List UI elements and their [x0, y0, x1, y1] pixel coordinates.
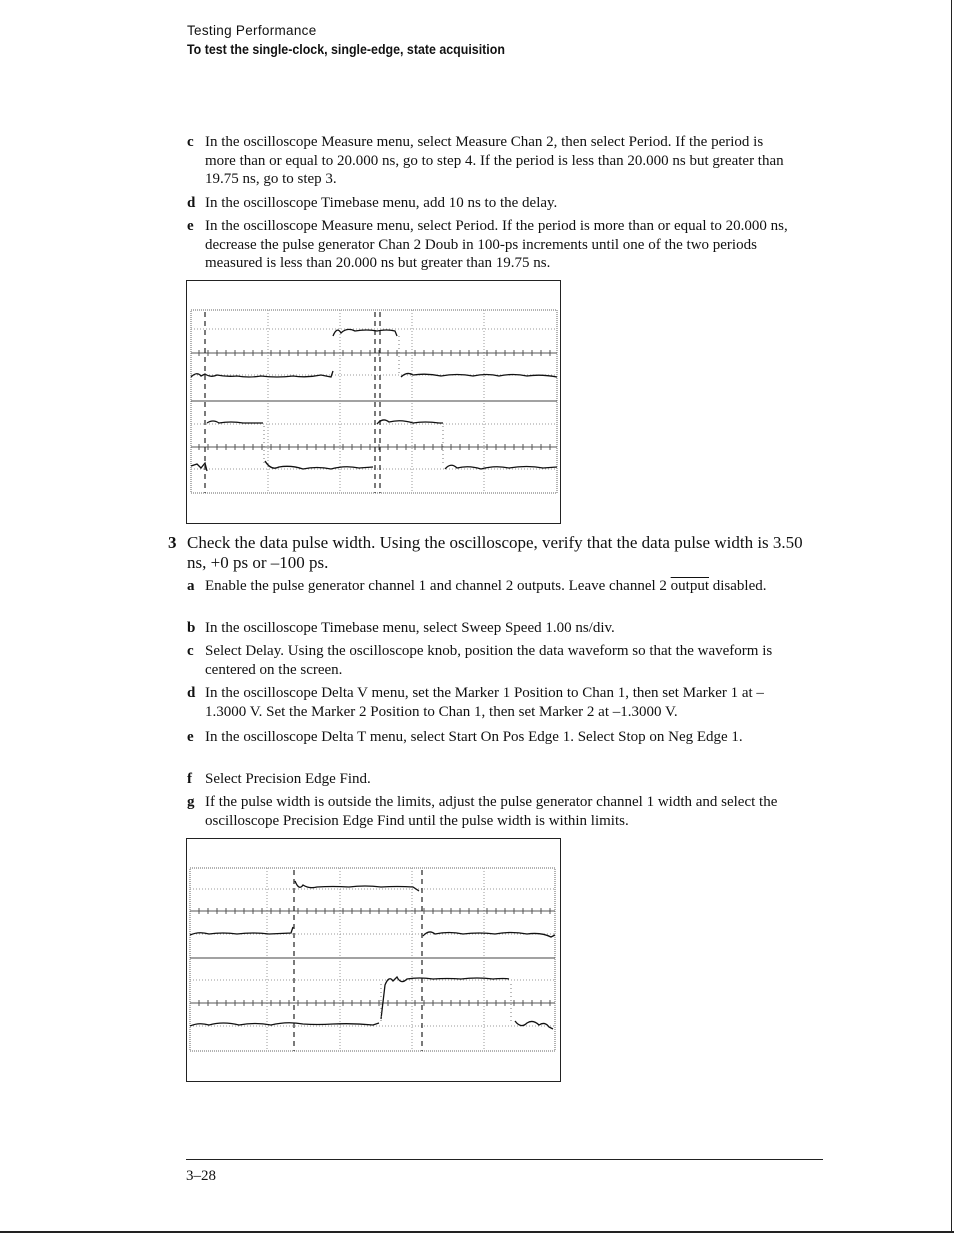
step-letter: e	[187, 729, 194, 745]
step-letter: f	[187, 771, 192, 787]
step-item-a	[187, 577, 797, 596]
step-letter: d	[187, 195, 196, 211]
page-frame-bottom	[0, 1231, 954, 1233]
step-text: In the oscilloscope Measure menu, select Measure Chan 2, then select Period. If the period is more than or equal to 20.000 ns, go to step 4. If the period is less than 20.000 ns but greater than 19.75 ns, go to step 3.	[205, 134, 784, 187]
step-text: In the oscilloscope Delta V menu, set the Marker 1 Position to Chan 1, then set Marker 1 at –1.3000 V. Set the Marker 2 Position to Chan 1, then set Marker 2 at –1.3000 V.	[205, 685, 764, 720]
step-letter: a	[187, 578, 195, 594]
page-number: 3–28	[186, 1168, 216, 1184]
step-item-d	[187, 684, 797, 721]
step-text-part: Enable the pulse generator channel 1 and channel 2 outputs. Leave channel 2	[205, 578, 671, 594]
step-letter: c	[187, 134, 194, 150]
step-text: Select Precision Edge Find.	[205, 771, 371, 787]
oscilloscope-period-figure	[186, 280, 561, 524]
step-text: In the oscilloscope Timebase menu, select Sweep Speed 1.00 ns/div.	[205, 620, 615, 636]
step-letter: e	[187, 218, 194, 234]
running-header-section: Testing Performance	[187, 23, 317, 38]
step-letter: g	[187, 794, 195, 810]
step-text-part: disabled.	[709, 578, 767, 594]
oscilloscope-pulse-width-screen	[187, 839, 560, 1081]
main-step-3	[168, 533, 818, 573]
step-item-g	[187, 793, 797, 830]
oscilloscope-period-screen	[187, 281, 560, 523]
page-frame-right	[951, 0, 952, 1233]
step-text: In the oscilloscope Timebase menu, add 10 ns to the delay.	[205, 195, 558, 211]
footer-rule	[186, 1159, 823, 1160]
step-text	[205, 577, 797, 596]
step-letter: b	[187, 620, 196, 636]
step-text: In the oscilloscope Measure menu, select Period. If the period is more than or equal to 20.000 ns, decrease the pulse generator Chan 2 Doub in 100-ps increments until one of the two periods measured is less than 20.000 ns but greater than 19.75 ns.	[205, 218, 788, 271]
step-number: 3	[168, 533, 177, 552]
step-text: Select Delay. Using the oscilloscope knob, position the data waveform so that the waveform is centered on the screen.	[205, 643, 773, 678]
step-letter: c	[187, 643, 194, 659]
step-item-f	[187, 770, 797, 789]
step-letter: d	[187, 685, 196, 701]
step-item-c	[187, 642, 797, 679]
step-item-e	[187, 217, 797, 273]
step-item-d	[187, 194, 797, 213]
running-header-subtitle: To test the single-clock, single-edge, state acquisition	[187, 42, 505, 57]
step-text: Check the data pulse width. Using the oscilloscope, verify that the data pulse width is 3.50 ns, +0 ps or –100 ps.	[187, 533, 803, 572]
step-item-e	[187, 728, 797, 747]
oscilloscope-pulse-width-figure	[186, 838, 561, 1082]
step-item-b	[187, 619, 797, 638]
overlined-word: output	[670, 578, 709, 594]
step-text: If the pulse width is outside the limits, adjust the pulse generator channel 1 width and select the oscilloscope Precision Edge Find until the pulse width is within limits.	[205, 794, 778, 829]
step-item-c	[187, 133, 797, 189]
step-text: In the oscilloscope Delta T menu, select Start On Pos Edge 1. Select Stop on Neg Edge 1.	[205, 729, 743, 745]
